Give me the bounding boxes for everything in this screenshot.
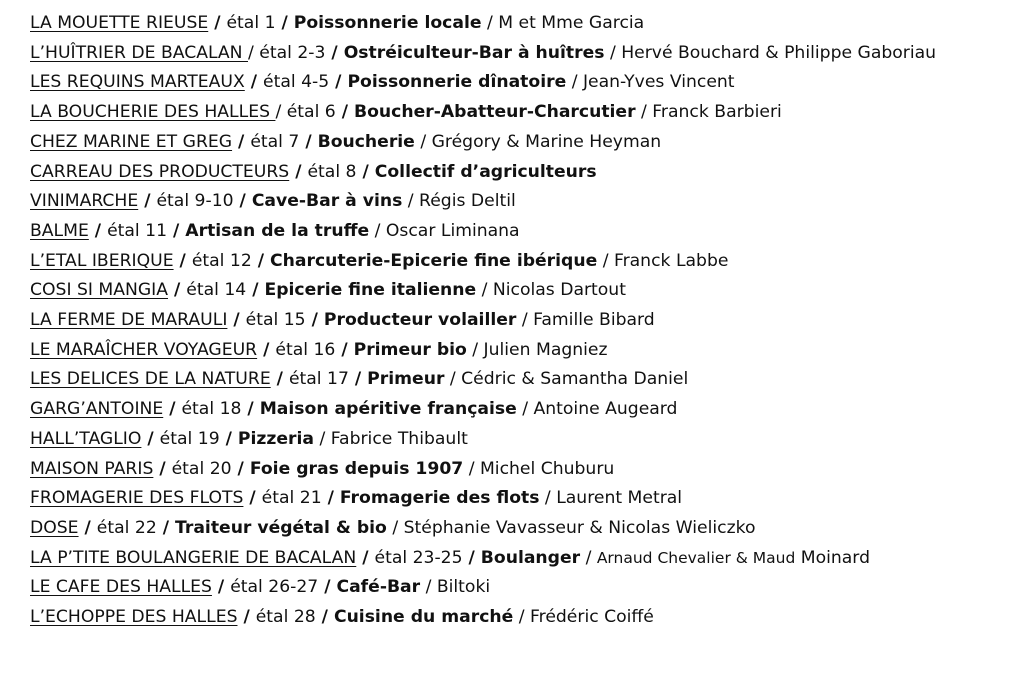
- stall-number: étal 7: [250, 131, 300, 152]
- list-item: GARG’ANTOINE / étal 18 / Maison apéritive française / Antoine Augeard: [30, 399, 678, 420]
- stall-number: étal 12: [191, 250, 252, 271]
- stall-number: étal 17: [288, 369, 349, 390]
- vendor-owner: Grégory & Marine Heyman: [431, 131, 662, 152]
- vendor-name: L’HUÎTRIER DE BACALAN: [30, 42, 248, 63]
- vendor-category: Cave-Bar à vins: [251, 191, 403, 212]
- vendor-owner: Nicolas Dartout: [492, 280, 626, 301]
- vendor-category: Poissonnerie locale: [293, 13, 482, 33]
- vendor-category: Pizzeria: [237, 428, 315, 449]
- vendor-category: Artisan de la truffe: [185, 220, 370, 241]
- stall-number: étal 21: [261, 488, 322, 509]
- list-item: LES DELICES DE LA NATURE / étal 17 / Primeur / Cédric & Samantha Daniel: [30, 369, 689, 390]
- vendor-owner: Fabrice Thibault: [330, 428, 468, 449]
- list-item: LA P’TITE BOULANGERIE DE BACALAN / étal 23-25 / Boulanger / Arnaud Chevalier & Maud Moinard: [30, 547, 870, 568]
- list-item: LA BOUCHERIE DES HALLES / étal 6 / Boucher-Abatteur-Charcutier / Franck Barbieri: [30, 102, 782, 123]
- stall-number: étal 14: [186, 280, 247, 301]
- vendor-owner: Frédéric Coiffé: [530, 607, 654, 628]
- list-item: CHEZ MARINE ET GREG / étal 7 / Boucherie / Grégory & Marine Heyman: [30, 131, 662, 152]
- stall-number: étal 8: [307, 161, 357, 182]
- vendor-name: FROMAGERIE DES FLOTS: [30, 488, 244, 509]
- vendor-owner-surname: Moinard: [800, 547, 870, 568]
- vendor-owner: Michel Chuburu: [479, 458, 615, 479]
- vendor-name: HALL’TAGLIO: [30, 428, 142, 449]
- list-item: DOSE / étal 22 / Traiteur végétal & bio / Stéphanie Vavasseur & Nicolas Wieliczko: [30, 517, 756, 538]
- vendor-name: LA MOUETTE RIEUSE: [30, 13, 209, 33]
- vendor-name: L’ECHOPPE DES HALLES: [30, 607, 238, 628]
- list-item: MAISON PARIS / étal 20 / Foie gras depuis 1907 / Michel Chuburu: [30, 458, 615, 479]
- stall-number: étal 28: [255, 607, 316, 628]
- stall-number: étal 4-5: [263, 72, 330, 93]
- vendor-owner: Jean-Yves Vincent: [582, 72, 735, 93]
- vendor-name: LA P’TITE BOULANGERIE DE BACALAN: [30, 547, 357, 568]
- vendor-name: VINIMARCHE: [30, 191, 139, 212]
- list-item: HALL’TAGLIO / étal 19 / Pizzeria / Fabrice Thibault: [30, 428, 468, 449]
- list-item: L’ECHOPPE DES HALLES / étal 28 / Cuisine du marché / Frédéric Coiffé: [30, 607, 654, 628]
- vendor-owner: Antoine Augeard: [533, 399, 678, 420]
- vendor-owner: Arnaud Chevalier & Maud: [596, 548, 796, 567]
- vendor-owner: Stéphanie Vavasseur & Nicolas Wieliczko: [403, 517, 756, 538]
- vendor-owner: Oscar Liminana: [385, 220, 520, 241]
- list-item: LE CAFE DES HALLES / étal 26-27 / Café-Bar / Biltoki: [30, 577, 491, 598]
- list-item: LA FERME DE MARAULI / étal 15 / Producteur volailler / Famille Bibard: [30, 310, 655, 331]
- vendor-category: Cuisine du marché: [333, 607, 514, 628]
- vendor-owner: Famille Bibard: [533, 310, 655, 331]
- vendor-owner: Biltoki: [436, 577, 491, 598]
- stall-number: étal 18: [181, 399, 242, 420]
- vendor-category: Fromagerie des flots: [339, 488, 540, 509]
- list-item: COSI SI MANGIA / étal 14 / Epicerie fine italienne / Nicolas Dartout: [30, 280, 626, 301]
- vendor-category: Primeur: [367, 369, 445, 390]
- stall-number: étal 11: [107, 220, 168, 241]
- vendor-category: Producteur volailler: [323, 310, 517, 331]
- vendor-category: Boulanger: [480, 547, 581, 568]
- vendor-name: LES REQUINS MARTEAUX: [30, 72, 245, 93]
- stall-number: étal 9-10: [156, 191, 234, 212]
- vendor-owner: Cédric & Samantha Daniel: [461, 369, 689, 390]
- list-item: VINIMARCHE / étal 9-10 / Cave-Bar à vins / Régis Deltil: [30, 191, 516, 212]
- vendor-name: COSI SI MANGIA: [30, 280, 169, 301]
- vendor-name: CHEZ MARINE ET GREG: [30, 131, 233, 152]
- stall-number: étal 23-25: [374, 547, 463, 568]
- vendor-category: Epicerie fine italienne: [264, 280, 477, 301]
- list-item: L’HUÎTRIER DE BACALAN / étal 2-3 / Ostréiculteur-Bar à huîtres / Hervé Bouchard & Philippe Gaboriau: [30, 42, 937, 63]
- list-item: L’ETAL IBERIQUE / étal 12 / Charcuterie-Epicerie fine ibérique / Franck Labbe: [30, 250, 729, 271]
- vendor-name: DOSE: [30, 517, 79, 538]
- list-item: FROMAGERIE DES FLOTS / étal 21 / Fromagerie des flots / Laurent Metral: [30, 488, 683, 509]
- vendor-name: LA BOUCHERIE DES HALLES: [30, 102, 276, 123]
- stall-number: étal 15: [245, 310, 306, 331]
- stall-number: étal 6: [286, 102, 336, 123]
- stall-number: étal 19: [159, 428, 220, 449]
- list-item: LA MOUETTE RIEUSE / étal 1 / Poissonnerie locale / M et Mme Garcia: [30, 13, 645, 33]
- vendor-owner: Franck Barbieri: [652, 102, 782, 123]
- stall-number: étal 2-3: [259, 42, 326, 63]
- vendor-category: Boucherie: [317, 131, 415, 152]
- vendor-name: GARG’ANTOINE: [30, 399, 164, 420]
- vendor-category: Maison apéritive française: [259, 399, 517, 420]
- vendor-category: Poissonnerie dînatoire: [347, 72, 567, 93]
- vendor-owner: Hervé Bouchard & Philippe Gaboriau: [621, 42, 937, 63]
- vendor-category: Café-Bar: [336, 577, 421, 598]
- vendor-name: LA FERME DE MARAULI: [30, 310, 228, 331]
- vendor-name: MAISON PARIS: [30, 458, 154, 479]
- vendor-name: L’ETAL IBERIQUE: [30, 250, 174, 271]
- list-item: LES REQUINS MARTEAUX / étal 4-5 / Poissonnerie dînatoire / Jean-Yves Vincent: [30, 72, 735, 93]
- vendor-category: Boucher-Abatteur-Charcutier: [354, 102, 636, 123]
- vendor-category: Traiteur végétal & bio: [175, 517, 387, 538]
- vendor-name: CARREAU DES PRODUCTEURS: [30, 161, 290, 182]
- stall-number: étal 26-27: [230, 577, 319, 598]
- vendor-owner: Franck Labbe: [613, 250, 729, 271]
- vendor-owner: Régis Deltil: [419, 191, 516, 212]
- vendor-name: LE MARAÎCHER VOYAGEUR: [30, 339, 258, 360]
- list-item: BALME / étal 11 / Artisan de la truffe / Oscar Liminana: [30, 220, 520, 241]
- list-item: CARREAU DES PRODUCTEURS / étal 8 / Collectif d’agriculteurs: [30, 161, 597, 182]
- stall-number: étal 16: [275, 339, 336, 360]
- vendor-category: Foie gras depuis 1907: [249, 458, 464, 479]
- stall-number: étal 20: [171, 458, 232, 479]
- vendor-category: Charcuterie-Epicerie fine ibérique: [270, 250, 598, 271]
- vendor-owner: Laurent Metral: [556, 488, 683, 509]
- stall-number: étal 22: [96, 517, 157, 538]
- vendor-name: LE CAFE DES HALLES: [30, 577, 212, 598]
- vendor-category: Primeur bio: [353, 339, 467, 360]
- vendor-category: Ostréiculteur-Bar à huîtres: [343, 42, 605, 63]
- vendor-name: LES DELICES DE LA NATURE: [30, 369, 271, 390]
- vendor-category: Collectif d’agriculteurs: [374, 161, 597, 182]
- vendor-name: BALME: [30, 220, 89, 241]
- vendor-owner: M et Mme Garcia: [498, 13, 645, 33]
- list-item: LE MARAÎCHER VOYAGEUR / étal 16 / Primeur bio / Julien Magniez: [30, 339, 608, 360]
- stall-number: étal 1: [226, 13, 276, 33]
- vendor-owner: Julien Magniez: [483, 339, 608, 360]
